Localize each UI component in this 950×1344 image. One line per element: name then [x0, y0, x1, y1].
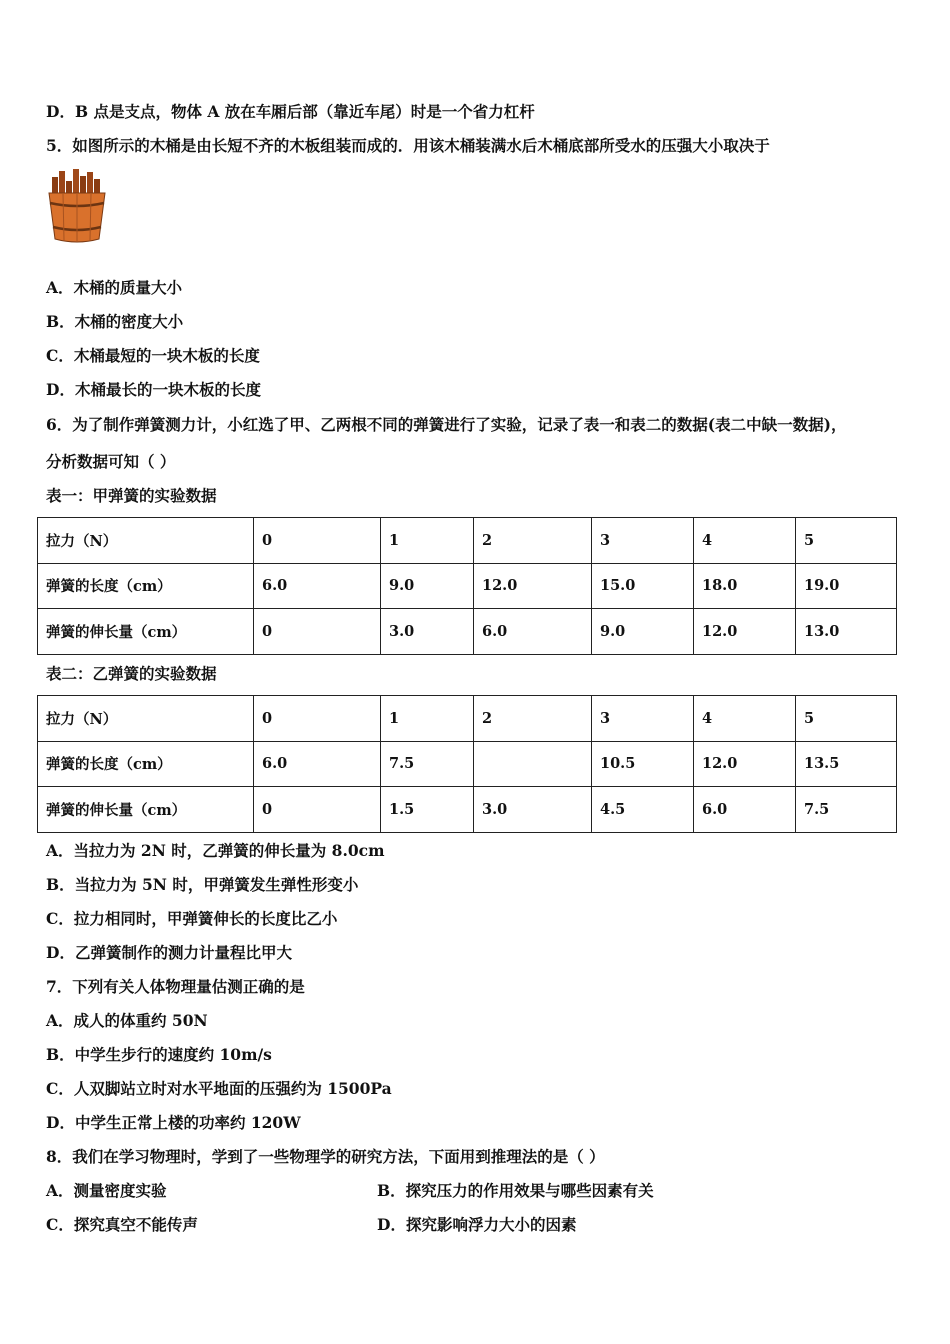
table2-caption: 表二：乙弹簧的实验数据 [46, 664, 217, 683]
table-cell: 弹簧的伸长量（cm） [38, 609, 254, 655]
table-cell: 4 [694, 518, 796, 564]
table-cell: 拉力（N） [38, 518, 254, 564]
q6-option-a: A．当拉力为 2N 时，乙弹簧的伸长量为 8.0cm [46, 841, 385, 860]
wooden-bucket-icon [46, 167, 108, 245]
table-cell: 6.0 [254, 741, 381, 787]
table-cell: 0 [254, 518, 381, 564]
q6-option-d: D．乙弹簧制作的测力计量程比甲大 [46, 943, 292, 962]
table-cell: 弹簧的伸长量（cm） [38, 787, 254, 833]
table1 [37, 517, 897, 655]
table-row [38, 696, 897, 742]
q5-stem: 5．如图所示的木桶是由长短不齐的木板组装而成的．用该木桶装满水后木桶底部所受水的压强大小取决于 [46, 136, 770, 155]
table1-caption: 表一：甲弹簧的实验数据 [46, 486, 217, 505]
table-cell: 2 [474, 518, 592, 564]
q6-stem-line1: 6．为了制作弹簧测力计，小红选了甲、乙两根不同的弹簧进行了实验，记录了表一和表二的数据(表二中缺一数据)， [46, 415, 847, 434]
q7-option-c: C．人双脚站立时对水平地面的压强约为 1500Pa [46, 1079, 392, 1098]
table-cell: 13.0 [796, 609, 897, 655]
table-cell: 5 [796, 696, 897, 742]
table-row [38, 609, 897, 655]
table-cell: 6.0 [254, 563, 381, 609]
table-cell: 12.0 [474, 563, 592, 609]
table-cell: 2 [474, 696, 592, 742]
table-cell: 15.0 [592, 563, 694, 609]
table-row [38, 518, 897, 564]
q6-stem-line2: 分析数据可知（ ） [46, 452, 176, 471]
table-cell: 12.0 [694, 741, 796, 787]
q8-option-d: D．探究影响浮力大小的因素 [377, 1215, 577, 1234]
table-cell: 弹簧的长度（cm） [38, 741, 254, 787]
table-cell: 0 [254, 787, 381, 833]
table-cell: 3.0 [381, 609, 474, 655]
table-cell: 弹簧的长度（cm） [38, 563, 254, 609]
table-cell: 19.0 [796, 563, 897, 609]
table-cell: 9.0 [592, 609, 694, 655]
table-cell: 1 [381, 518, 474, 564]
table-cell: 6.0 [694, 787, 796, 833]
table-cell: 1 [381, 696, 474, 742]
q8-option-c: C．探究真空不能传声 [46, 1215, 198, 1234]
table-row [38, 563, 897, 609]
q6-option-c: C．拉力相同时，甲弹簧伸长的长度比乙小 [46, 909, 338, 928]
table-cell: 4.5 [592, 787, 694, 833]
table-cell: 13.5 [796, 741, 897, 787]
table-cell: 3 [592, 518, 694, 564]
table-cell: 1.5 [381, 787, 474, 833]
table-row [38, 787, 897, 833]
q8-option-a: A．测量密度实验 [46, 1181, 167, 1200]
q8-option-b: B．探究压力的作用效果与哪些因素有关 [377, 1181, 654, 1200]
table-cell: 12.0 [694, 609, 796, 655]
q5-option-c: C．木桶最短的一块木板的长度 [46, 346, 260, 365]
table-cell: 7.5 [381, 741, 474, 787]
table-cell: 9.0 [381, 563, 474, 609]
table2 [37, 695, 897, 833]
q4-option-d: D．B 点是支点，物体 A 放在车厢后部（靠近车尾）时是一个省力杠杆 [46, 102, 535, 121]
q7-option-b: B．中学生步行的速度约 10m/s [46, 1045, 272, 1064]
q8-stem: 8．我们在学习物理时，学到了一些物理学的研究方法，下面用到推理法的是（ ） [46, 1147, 605, 1166]
table-cell: 0 [254, 609, 381, 655]
table-cell: 4 [694, 696, 796, 742]
q5-option-a: A．木桶的质量大小 [46, 278, 183, 297]
q5-option-d: D．木桶最长的一块木板的长度 [46, 380, 261, 399]
table-cell: 5 [796, 518, 897, 564]
table-row [38, 741, 897, 787]
table-cell: 3.0 [474, 787, 592, 833]
table-cell: 3 [592, 696, 694, 742]
table-cell: 0 [254, 696, 381, 742]
table-cell: 拉力（N） [38, 696, 254, 742]
table-cell: 18.0 [694, 563, 796, 609]
q7-option-a: A．成人的体重约 50N [46, 1011, 208, 1030]
table-cell: 6.0 [474, 609, 592, 655]
table-cell: 10.5 [592, 741, 694, 787]
table-cell: 7.5 [796, 787, 897, 833]
q7-stem: 7．下列有关人体物理量估测正确的是 [46, 977, 305, 996]
q7-option-d: D．中学生正常上楼的功率约 120W [46, 1113, 301, 1132]
q6-option-b: B．当拉力为 5N 时，甲弹簧发生弹性形变小 [46, 875, 359, 894]
table-cell-missing [474, 741, 592, 787]
q5-option-b: B．木桶的密度大小 [46, 312, 184, 331]
